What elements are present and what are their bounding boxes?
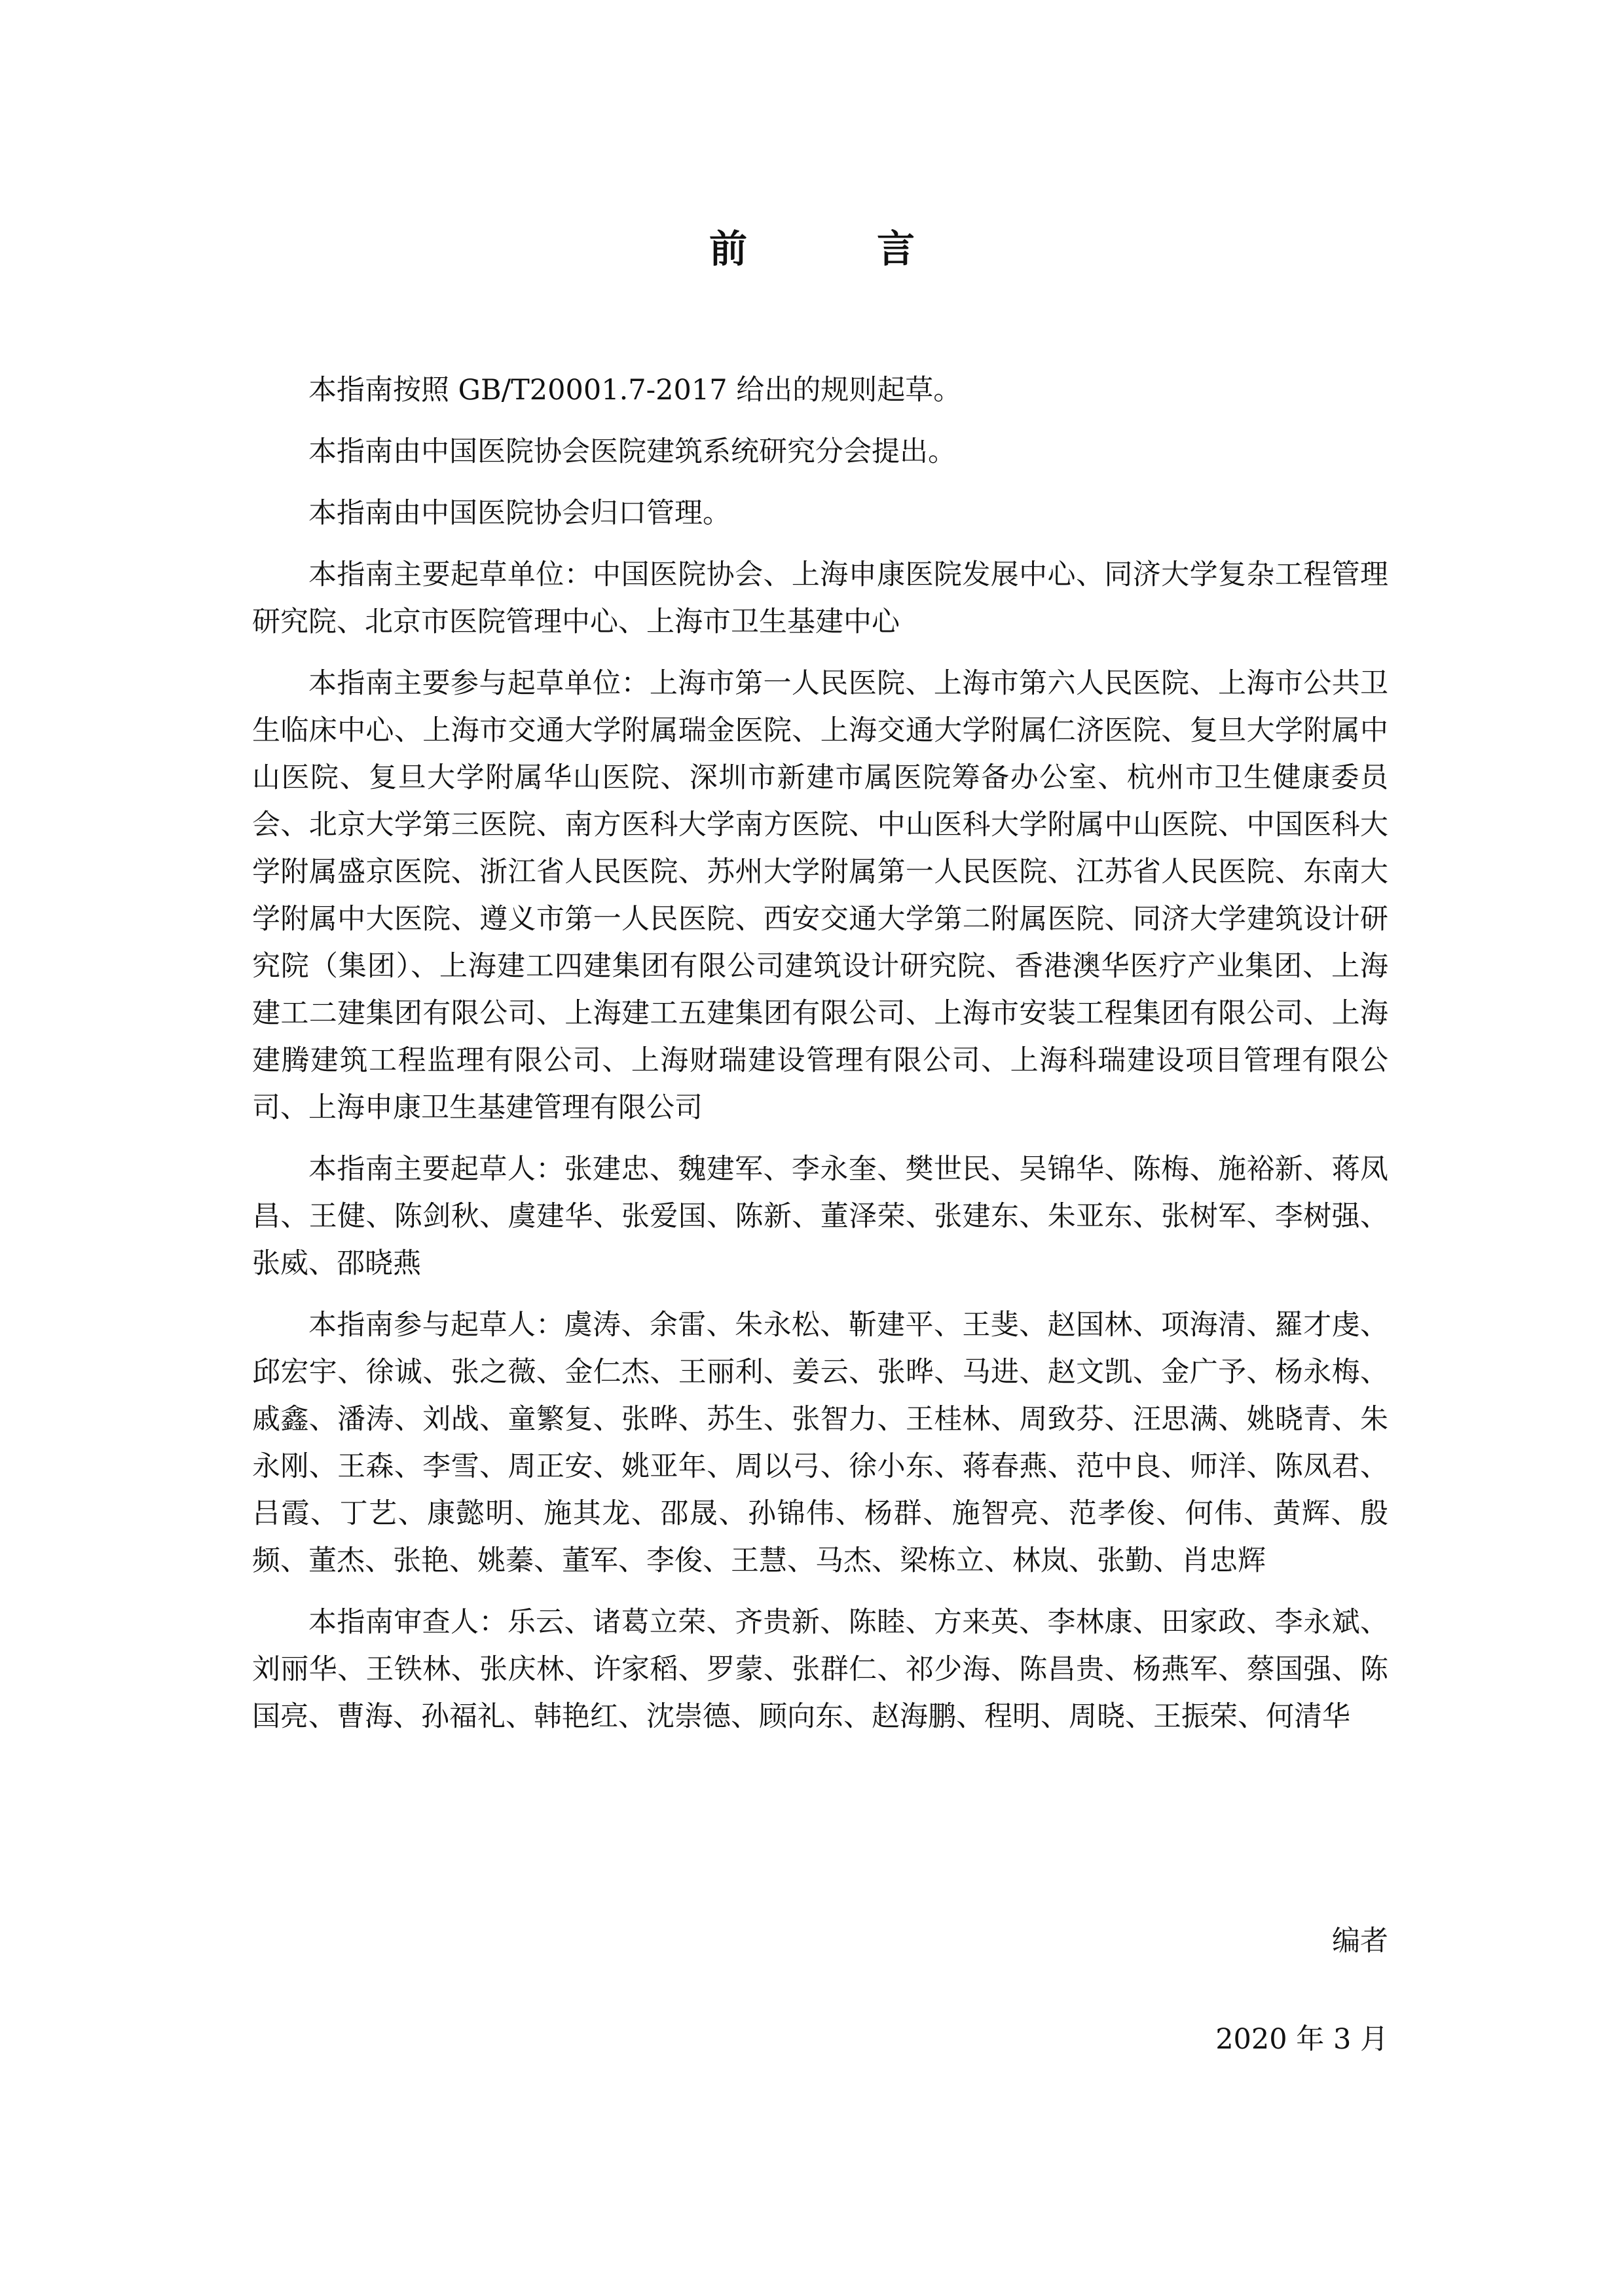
paragraph-main-drafters: 本指南主要起草人：张建忠、魏建军、李永奎、樊世民、吴锦华、陈梅、施裕新、蒋凤昌、王健、陈剑秋、虞建华、张爱国、陈新、董泽荣、张建东、朱亚东、张树军、李树强、张威、邵晓燕 [252,1153,1388,1280]
page-title: 前 言 [709,227,961,271]
signature-date: 2020 年 3 月 [1215,2023,1388,2056]
document-body [252,367,1388,1755]
paragraph-main-drafting-units: 本指南主要起草单位：中国医院协会、上海申康医院发展中心、同济大学复杂工程管理研究院、北京市医院管理中心、上海市卫生基建中心 [252,558,1388,638]
paragraph-participating-drafters: 本指南参与起草人：虞涛、余雷、朱永松、靳建平、王斐、赵国林、项海清、羅才虔、邱宏宇、徐诚、张之薇、金仁杰、王丽利、姜云、张晔、马进、赵文凯、金广予、杨永梅、戚鑫、潘涛、刘战、童繁复、张晔、苏生、张智力、王桂林、周致芬、汪思满、姚晓青、朱永刚、王森、李雪、周正安、姚亚年、周以弓、徐小东、蒋春燕、范中良、师洋、陈凤君、吕霞、丁艺、康懿明、施其龙、邵晟、孙锦伟、杨群、施智亮、范孝俊、何伟、黄辉、殷频、董杰、张艳、姚蓁、董军、李俊、王慧、马杰、梁栋立、林岚、张勤、肖忠辉 [252,1309,1388,1577]
paragraph-managed-by: 本指南由中国医院协会归口管理。 [308,497,731,530]
paragraph-proposed-by: 本指南由中国医院协会医院建筑系统研究分会提出。 [308,435,956,468]
paragraph-drafting-rules: 本指南按照 GB/T20001.7-2017 给出的规则起草。 [308,374,962,407]
signature-editor: 编者 [1332,1925,1388,1958]
paragraph-participating-units: 本指南主要参与起草单位：上海市第一人民医院、上海市第六人民医院、上海市公共卫生临床中心、上海市交通大学附属瑞金医院、上海交通大学附属仁济医院、复旦大学附属中山医院、复旦大学附属华山医院、深圳市新建市属医院筹备办公室、杭州市卫生健康委员会、北京大学第三医院、南方医科大学南方医院、中山医科大学附属中山医院、中国医科大学附属盛京医院、浙江省人民医院、苏州大学附属第一人民医院、江苏省人民医院、东南大学附属中大医院、遵义市第一人民医院、西安交通大学第二附属医院、同济大学建筑设计研究院（集团）、上海建工四建集团有限公司建筑设计研究院、香港澳华医疗产业集团、上海建工二建集团有限公司、上海建工五建集团有限公司、上海市安装工程集团有限公司、上海建腾建筑工程监理有限公司、上海财瑞建设管理有限公司、上海科瑞建设项目管理有限公司、上海申康卫生基建管理有限公司 [252,667,1388,1124]
paragraph-reviewers: 本指南审查人：乐云、诸葛立荣、齐贵新、陈睦、方来英、李林康、田家政、李永斌、刘丽华、王铁林、张庆林、许家稻、罗蒙、张群仁、祁少海、陈昌贵、杨燕军、蔡国强、陈国亮、曹海、孙福礼、韩艳红、沈崇德、顾向东、赵海鹏、程明、周晓、王振荣、何清华 [252,1606,1388,1733]
